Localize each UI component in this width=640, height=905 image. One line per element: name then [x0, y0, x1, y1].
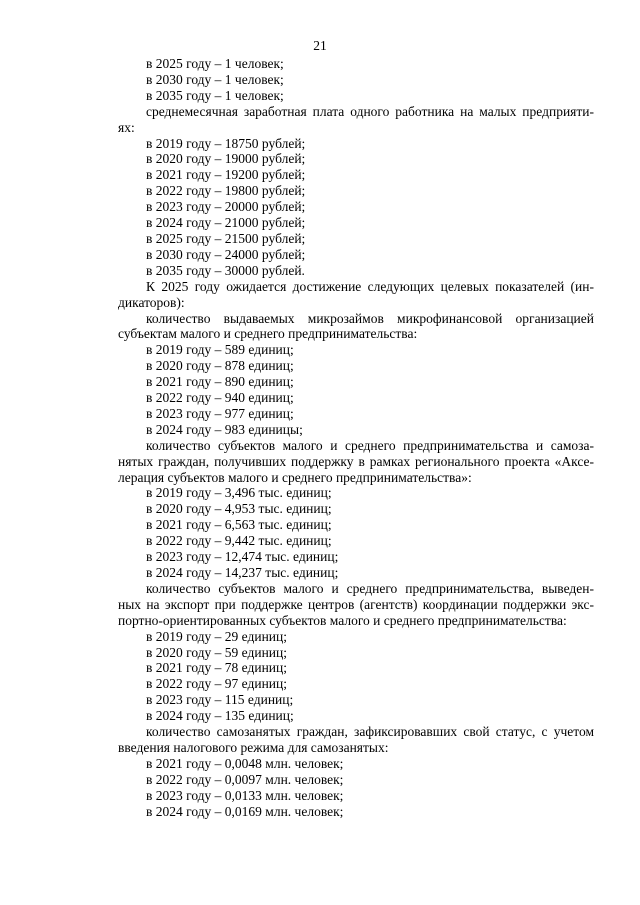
- text-line: в 2024 году – 21000 рублей;: [146, 215, 306, 231]
- text-line: в 2024 году – 0,0169 млн. человек;: [146, 803, 344, 819]
- text-line: К 2025 году ожидается достижение следующих целевых показателей (ин-: [146, 278, 594, 294]
- text-line: в 2024 году – 14,237 тыс. единиц;: [146, 565, 339, 580]
- text-line: в 2035 году – 30000 рублей.: [146, 262, 305, 278]
- document-body: [118, 56, 594, 820]
- text-line: в 2022 году – 940 единиц;: [146, 390, 294, 406]
- text-line: в 2020 году – 19000 рублей;: [146, 151, 306, 167]
- text-line: в 2022 году – 9,442 тыс. единиц;: [146, 533, 332, 549]
- text-line: портно-ориентированных субъектов малого и среднего предпринимательства:: [118, 612, 567, 628]
- text-line: лерация субъектов малого и среднего предпринимательства»:: [118, 469, 472, 485]
- text-line: количество субъектов малого и среднего предпринимательства и самоза-: [146, 437, 594, 453]
- text-line: количество субъектов малого и среднего предпринимательства, выведен-: [146, 580, 594, 596]
- text-line: в 2019 году – 3,496 тыс. единиц;: [146, 485, 332, 501]
- text-line: в 2023 году – 12,474 тыс. единиц;: [146, 549, 339, 565]
- text-line: в 2024 году – 135 единиц;: [146, 708, 294, 724]
- text-line: количество выдаваемых микрозаймов микрофинансовой организацией: [146, 310, 594, 326]
- text-line: в 2030 году – 24000 рублей;: [146, 246, 306, 262]
- text-line: в 2021 году – 6,563 тыс. единиц;: [146, 517, 332, 533]
- text-line: в 2021 году – 0,0048 млн. человек;: [146, 755, 344, 771]
- text-line: в 2023 году – 20000 рублей;: [146, 199, 306, 215]
- text-line: в 2019 году – 589 единиц;: [146, 342, 294, 358]
- text-line: в 2020 году – 4,953 тыс. единиц;: [146, 501, 332, 517]
- text-line: в 2023 году – 977 единиц;: [146, 405, 294, 421]
- page-number: 21: [313, 38, 327, 53]
- text-line: в 2021 году – 19200 рублей;: [146, 167, 306, 183]
- text-line: в 2019 году – 29 единиц;: [146, 628, 288, 644]
- text-line: нятых граждан, получивших поддержку в рамках регионального проекта «Аксе-: [118, 453, 594, 469]
- text-line: в 2024 году – 983 единицы;: [146, 421, 303, 437]
- text-line: дикаторов):: [118, 294, 185, 310]
- text-line: в 2022 году – 19800 рублей;: [146, 183, 306, 199]
- text-line: в 2019 году – 18750 рублей;: [146, 135, 306, 151]
- text-line: ных на экспорт при поддержке центров (агентств) координации поддержки экс-: [118, 596, 594, 612]
- text-line: среднемесячная заработная плата одного работника на малых предприяти-: [146, 103, 594, 119]
- text-line: в 2023 году – 115 единиц;: [146, 692, 294, 708]
- text-line: в 2035 году – 1 человек;: [146, 87, 284, 103]
- text-line: в 2025 году – 1 человек;: [146, 56, 284, 71]
- text-line: в 2020 году – 59 единиц;: [146, 644, 288, 660]
- text-line: ях:: [118, 119, 135, 135]
- text-line: количество самозанятых граждан, зафиксировавших свой статус, с учетом: [146, 724, 594, 740]
- text-line: в 2025 году – 21500 рублей;: [146, 230, 306, 246]
- text-line: в 2022 году – 97 единиц;: [146, 676, 288, 692]
- text-line: введения налогового режима для самозанятых:: [118, 739, 389, 755]
- text-line: в 2030 году – 1 человек;: [146, 71, 284, 87]
- text-line: в 2023 году – 0,0133 млн. человек;: [146, 787, 344, 803]
- text-line: в 2021 году – 890 единиц;: [146, 374, 294, 390]
- text-line: в 2020 году – 878 единиц;: [146, 358, 294, 374]
- text-line: субъектам малого и среднего предпринимательства:: [118, 326, 418, 342]
- text-line: в 2021 году – 78 единиц;: [146, 660, 288, 676]
- text-line: в 2022 году – 0,0097 млн. человек;: [146, 771, 344, 787]
